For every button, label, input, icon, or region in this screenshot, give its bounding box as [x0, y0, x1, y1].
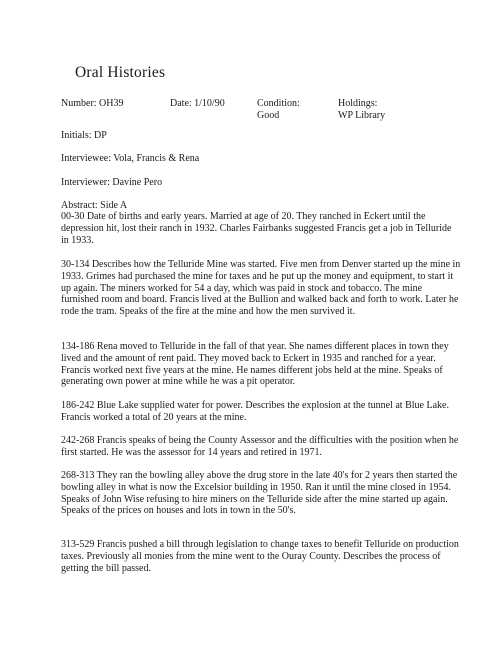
condition-label: Condition:	[257, 98, 300, 109]
page-title: Oral Histories	[75, 64, 166, 81]
abstract-entry: 242-268 Francis speaks of being the County Assessor and the difficulties with the position when he first started. He was the assessor for 14 years and retired in 1971.	[61, 435, 459, 458]
abstract-entry: 186-242 Blue Lake supplied water for power. Describes the explosion at the tunnel at Blue Lake. Francis worked a total of 20 years at the mine.	[61, 400, 449, 423]
abstract-entry: 30-134 Describes how the Telluride Mine was started. Five men from Denver started up the mine in 1933. Grimes had purchased the mine for taxes and he put up the money and equipment, to start it up again. The miners worked for 54 a day, which was paid in stock and tobacco. The mine furnished room and board. Francis lived at the Bullion and walked back and forth to work. Later he rode the tram. Speaks of the fire at the mine and how the men survived it.	[61, 259, 461, 318]
interviewer-field: Interviewer: Davine Pero	[61, 177, 163, 188]
abstract-heading: Abstract: Side A	[61, 200, 128, 211]
number-field: Number: OH39	[61, 98, 124, 109]
abstract-entry: 00-30 Date of births and early years. Married at age of 20. They ranched in Eckert until the depression hit, lost their ranch in 1932. Charles Fairbanks suggested Francis get a job in Telluride in 1933.	[61, 211, 452, 246]
holdings-label: Holdings:	[338, 98, 378, 109]
abstract-entry: 268-313 They ran the bowling alley above the drug store in the late 40's for 2 years then started the bowling alley in what is now the Excelsior building in 1950. Ran it until the mine closed in 1954. Speaks of John Wise refusing to hire miners on the Telluride side after the mine started up again. Speaks of the prices on houses and lots in town in the 50's.	[61, 470, 458, 517]
condition-value: Good	[257, 110, 280, 121]
holdings-value: WP Library	[338, 110, 386, 121]
interviewee-field: Interviewee: Vola, Francis & Rena	[61, 153, 200, 164]
date-field: Date: 1/10/90	[170, 98, 225, 109]
initials-field: Initials: DP	[61, 130, 107, 141]
abstract-entry: 134-186 Rena moved to Telluride in the fall of that year. She names different places in town they lived and the amount of rent paid. They moved back to Eckert in 1935 and ranched for a year. Francis worked next five years at the mine. He names different jobs held at the mine. Speaks of generating own power at mine while he was a pit operator.	[61, 341, 449, 388]
abstract-entry: 313-529 Francis pushed a bill through legislation to change taxes to benefit Telluride on production taxes. Previously all monies from the mine went to the Ouray County. Describes the process of getting the bill passed.	[61, 539, 459, 574]
